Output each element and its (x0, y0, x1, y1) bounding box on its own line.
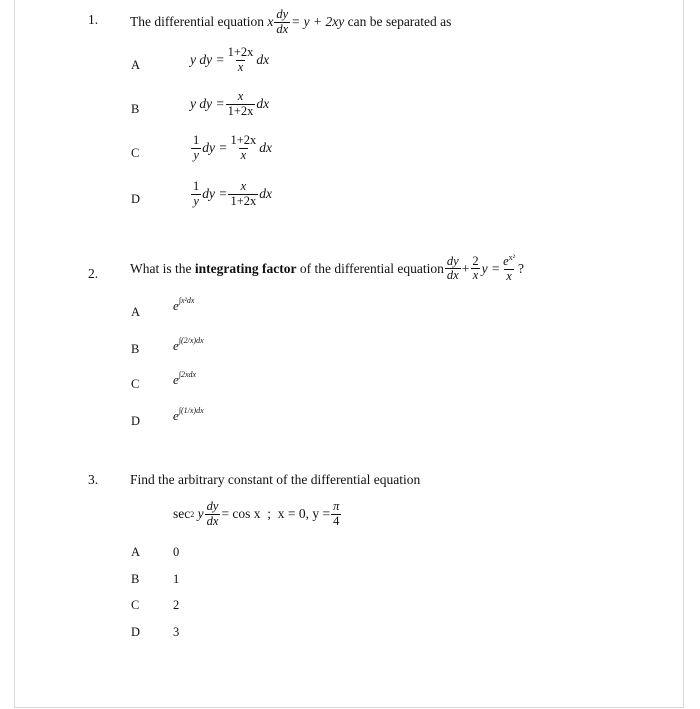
q2-a-base: e (173, 298, 179, 313)
q1-option-c-letter: C (131, 146, 140, 160)
q1-c-lnum: 1 (193, 133, 200, 147)
q2-stem (130, 254, 524, 284)
q1-c-right: dx (259, 140, 273, 156)
q3-sec-sup: 2 (190, 509, 195, 519)
q1-d-den: 1+2x (230, 193, 257, 208)
q3-option-c-letter: C (131, 598, 140, 612)
q1-eq-derivative (274, 8, 290, 37)
q3-equation (173, 500, 342, 529)
q2-q: ? (518, 260, 525, 276)
q1-b-left: y dy = (190, 96, 225, 112)
q1-d-left: dy = (202, 186, 228, 202)
q1-d-num: x (240, 179, 247, 193)
q2-stem-post: of the differential equation (299, 260, 444, 276)
q2-d-power: ∫(1/x)dx (178, 406, 204, 415)
q1-c-num: 1+2x (230, 133, 257, 147)
q2-stem-pre: What is the (130, 260, 192, 276)
q2-c-base: e (173, 372, 179, 387)
q3-den: dx (206, 513, 219, 528)
q1-b-num: x (237, 89, 244, 103)
q1-a-den: x (237, 59, 244, 74)
q2-t1-num: dy (446, 253, 459, 268)
q1-a-num: 1+2x (227, 45, 254, 59)
q1-eq-rhs: = y + 2xy (291, 14, 345, 30)
q2-stem-bold: integrating factor (194, 260, 297, 276)
q3-option-d-value: 3 (173, 625, 180, 639)
q1-c-den: x (240, 147, 247, 162)
q1-option-a (190, 46, 269, 75)
q3-option-d-letter: D (131, 625, 141, 639)
q2-number: 2. (88, 266, 99, 281)
q3-pi-den: 4 (333, 513, 340, 528)
q3-option-a-value: 0 (173, 545, 180, 559)
q1-a-left: y dy = (190, 52, 225, 68)
q2-c-power: ∫2xdx (178, 370, 197, 379)
q1-number: 1. (88, 12, 99, 27)
q1-c-left: dy = (202, 140, 228, 156)
q1-stem-after: can be separated as (347, 14, 452, 30)
q3-rhs: = cos x ; x = 0, y = (221, 506, 331, 522)
q1-eq-num: dy (276, 7, 289, 21)
q1-eq-den: dx (276, 21, 289, 36)
q1-d-lnum: 1 (193, 179, 200, 193)
q2-option-b (173, 338, 204, 354)
q3-stem: Find the arbitrary constant of the differential equation (130, 472, 421, 487)
q1-option-b (190, 90, 269, 119)
q1-option-a-letter: A (131, 58, 141, 72)
q2-t3-den: x (506, 268, 512, 283)
q3-option-c-value: 2 (173, 598, 180, 612)
q1-d-right: dx (259, 186, 273, 202)
q2-option-d-letter: D (131, 414, 141, 428)
q2-t3-num: e (503, 254, 509, 269)
q2-option-d (173, 408, 204, 424)
q2-b-power: ∫(2/x)dx (178, 336, 204, 345)
q2-plus: + (461, 260, 470, 276)
q3-option-b-value: 1 (173, 572, 180, 586)
q3-number: 3. (88, 472, 99, 487)
q2-option-c (173, 372, 196, 388)
q1-stem-text: The differential equation (130, 14, 264, 30)
q1-option-c (190, 134, 272, 163)
q3-y: y (197, 506, 204, 522)
q3-sec: sec (173, 506, 191, 522)
q1-eq-coef: x (267, 14, 274, 30)
q1-c-lden: y (193, 147, 199, 162)
q1-stem (130, 8, 451, 37)
q1-d-lden: y (193, 193, 199, 208)
q1-option-d-letter: D (131, 192, 141, 206)
q1-option-b-letter: B (131, 102, 140, 116)
q2-t2-den: x (472, 268, 479, 283)
q1-b-right: dx (256, 96, 270, 112)
q2-b-base: e (173, 338, 179, 353)
q2-option-b-letter: B (131, 342, 140, 356)
q3-option-b-letter: B (131, 572, 140, 586)
q2-t1-den: dx (446, 268, 459, 283)
q1-b-den: 1+2x (227, 103, 254, 118)
page-frame (14, 0, 684, 708)
q1-a-right: dx (256, 52, 270, 68)
q2-option-a (173, 298, 194, 314)
q2-y: y = (481, 260, 501, 276)
q2-d-base: e (173, 408, 179, 423)
q2-t3-sup: x² (508, 253, 516, 262)
q3-option-a-letter: A (131, 545, 141, 559)
q3-num: dy (206, 499, 219, 513)
q2-option-c-letter: C (131, 377, 140, 391)
q1-option-d (190, 180, 272, 209)
q2-a-power: ∫x²dx (178, 296, 195, 305)
q2-option-a-letter: A (131, 305, 141, 319)
q3-pi-num: π (333, 499, 340, 513)
q2-t2-num: 2 (472, 253, 479, 268)
